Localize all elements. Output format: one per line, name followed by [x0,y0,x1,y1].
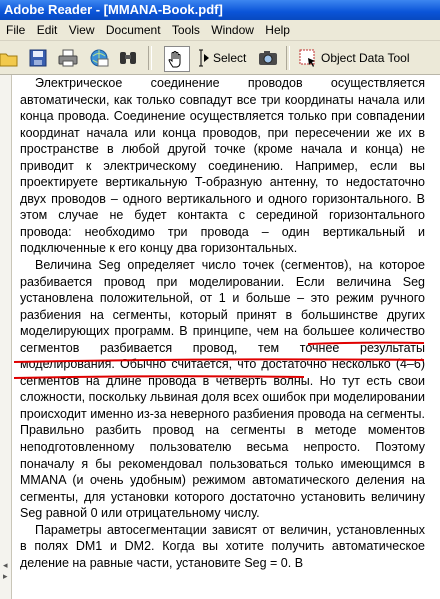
window-title: Adobe Reader - [MMANA-Book.pdf] [4,2,223,17]
print-button[interactable] [58,46,78,70]
menu-help[interactable]: Help [265,23,290,37]
toolbar [0,41,440,75]
email-icon [89,48,109,68]
paragraph: Величина Seg определяет число точек (сегментов), на которое разбивается провод при моделировании. Если величина Seg установлена положительной, от 1 и больше – это режим ручного разбиения на сегменты, который принят в большинстве других моделирующих программ. В принципе, чем на большее количество сегментов разбивается провод, тем точнее результаты моделирования. Обычно считается, что достаточно несколько (4–6) сегментов на длине провода в четверть волны. Но тут есть свои сложности, поскольку львиная доля всех ошибок при моделировании происходит именно из-за неверного разбиения провода на сегменты. Правильно разбить провод на сегменты в методе моментов неподготовленному пользователю весьма непросто. Поэтому поначалу я бы рекомендовал пользоваться только имеющимся в MMANA (и очень удобным) режимом автоматического деления на сегменты, для установки которого достаточно установить величину Seg равной 0 или отрицательному числу. [20,258,425,521]
menu-edit[interactable]: Edit [36,23,58,37]
object-data-tool-button[interactable] [298,46,410,70]
select-text-icon [196,48,210,68]
open-button[interactable] [0,46,20,70]
paragraph: Параметры автосегментации зависят от величин, установленных в полях DM1 и DM2. Когда вы хотите получить автоматическое деление на равные части, установите Seg = 0. В [20,522,425,570]
pdf-page-content [20,75,425,571]
menu-window[interactable]: Window [211,23,254,37]
window-title-bar [0,0,440,20]
snapshot-camera-icon [258,48,278,68]
red-underline-annotation [12,341,426,386]
print-icon [58,48,78,68]
object-data-tool-icon [298,48,318,68]
hand-tool-button[interactable] [164,46,190,72]
select-tool-label: Select [213,51,247,65]
menu-file[interactable]: File [6,23,26,37]
toolbar-separator [286,46,290,70]
object-data-tool-label: Object Data Tool [321,51,410,65]
toolbar-separator [148,46,152,70]
pane-grip-icon[interactable]: ◂ ▸ [3,560,8,581]
save-icon [28,48,48,68]
document-view[interactable] [0,75,440,599]
menu-bar [0,20,440,41]
select-tool-button[interactable] [196,46,246,70]
menu-view[interactable]: View [68,23,95,37]
paragraph: Электрическое соединение проводов осуществляется автоматически, как только совпадут все три координаты начала или конца провода. Соединение осуществляется только при совпадении координат начала или конца проводов, при пересечении же их в пространстве в любой другой точке (кроме начала и конца) не приводит к электрическому соединению. Например, если вы проектируете вертикальную T-образную антенну, то недостаточно двух проводов – одного вертикального и одного горизонтального. В этом случае не будет контакта с серединой горизонтального провода: необходимо три провода – один вертикальный и подключенные к его концу два горизонтальных. [20,76,425,256]
navigation-pane-collapsed[interactable] [0,75,12,599]
open-folder-icon [0,48,20,68]
save-button[interactable] [28,46,48,70]
hand-tool-icon [167,49,187,69]
menu-document[interactable]: Document [105,23,161,37]
snapshot-button[interactable] [258,46,278,70]
search-binoculars-icon [118,48,138,68]
menu-tools[interactable]: Tools [171,23,200,37]
search-button[interactable] [118,46,138,70]
email-button[interactable] [89,46,109,70]
